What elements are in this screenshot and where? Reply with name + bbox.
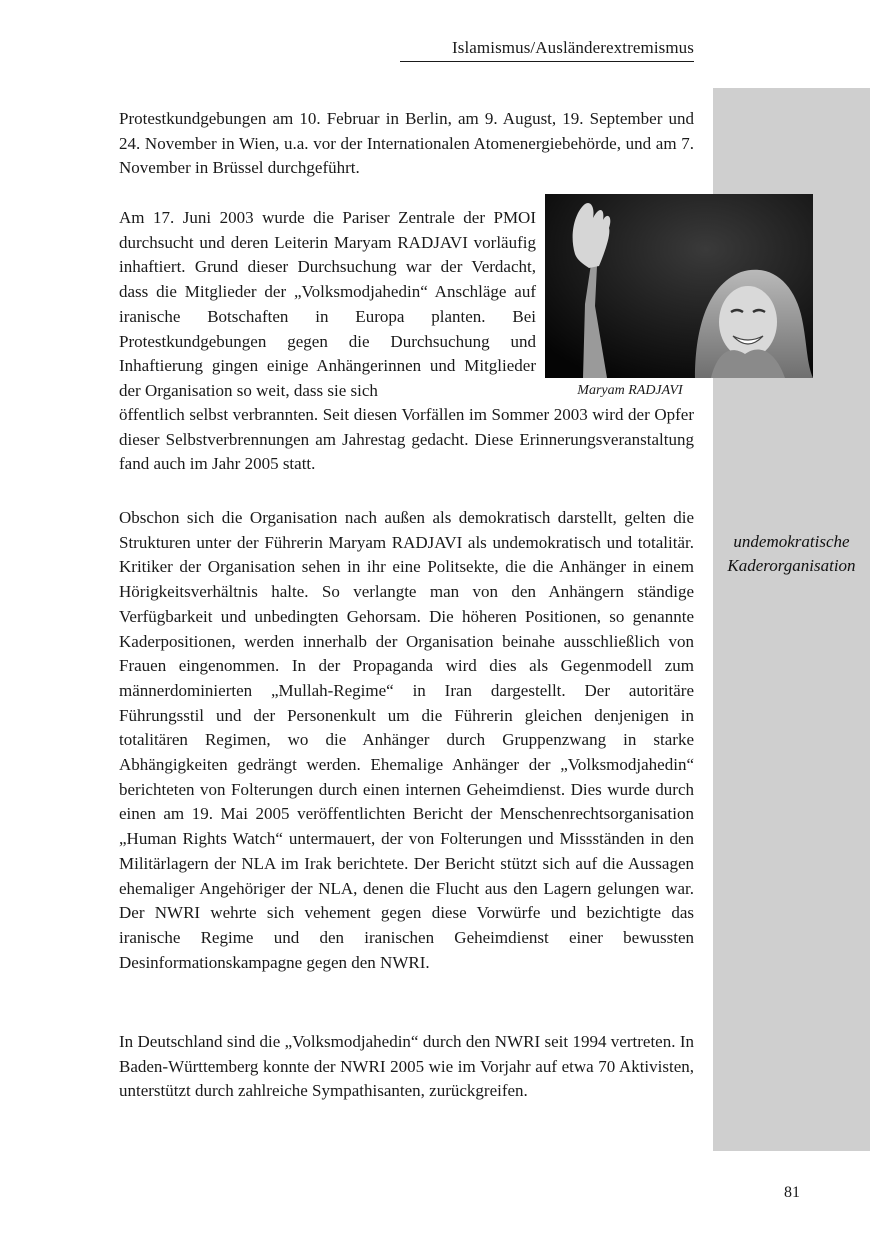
paragraph-4: In Deutschland sind die „Volksmodjahedin“ durch den NWRI seit 1994 vertreten. In Baden-Württemberg konnte der NWRI 2005 wie im Vorjahr auf etwa 70 Aktivisten, unterstützt durch zahlreiche Sympathisanten, zurückgreifen. bbox=[119, 1032, 694, 1101]
portrait-photo bbox=[545, 194, 813, 378]
paragraph-2-lead: Am 17. Juni 2003 wurde die Pariser Zentrale der PMOI durchsucht und deren Leiterin Maryam RADJAVI vorläufig inhaftiert. Grund dieser Durchsuchung war der Verdacht, dass die Mitglieder der „Volksmodjahedin“ Anschläge auf iranische Botschaften in Europa planten. Bei Protestkundgebungen gegen die Durchsuchung und Inhaftierung gingen einige Anhängerinnen und Mitglieder der Organisation so weit, dass sie sich bbox=[119, 208, 536, 400]
portrait-illustration bbox=[545, 194, 813, 378]
paragraph-3: Obschon sich die Organisation nach außen als demokratisch darstellt, gelten die Strukturen unter der Führerin Maryam RADJAVI als undemokratisch und totalitär. Kritiker der Organisation sehen in ihr eine Politsekte, die die Anhänger in einem Hörigkeitsverhältnis halte. So verlangte man von den Anhängern ständige Verfügbarkeit und unbedingten Gehorsam. Die höheren Positionen, so genannte Kaderpositionen, werden innerhalb der Organisation beinahe ausschließlich von Frauen eingenommen. In der Propaganda wird dies als Gegenmodell zum männerdominierten „Mullah-Regime“ in Iran dargestellt. Der autoritäre Führungsstil und der Personenkult um die Führerin gleichen denjenigen in totalitären Regimen, wo die Anhänger durch Gruppenzwang in starke Abhängigkeiten gedrängt werden. Ehemalige Anhänger der „Volksmodjahedin“ berichteten von Folterungen durch einen internen Geheimdienst. Dies wurde durch einen am 19. Mai 2005 veröffentlichten Bericht der Menschenrechtsorganisation „Human Rights Watch“ untermauert, der von Folterungen und Missständen in den Militärlagern der NLA im Irak berichtete. Der Bericht stützt sich auf die Aussagen ehemaliger Angehöriger der NLA, denen die Flucht aus den Lagern gelungen war. Der NWRI wehrte sich vehement gegen diese Vorwürfe und bezichtigte das iranische Regime und den iranischen Geheimdienst einer bewussten Desinformationskampagne gegen den NWRI. bbox=[119, 508, 694, 972]
running-header: Islamismus/Ausländerextremismus bbox=[400, 38, 694, 62]
paragraph-2-continued: öffentlich selbst verbrannten. Seit diesen Vorfällen im Sommer 2003 wird der Opfer dieser Selbstverbrennungen am Jahrestag gedacht. Diese Erinnerungsveranstaltung fand auch im Jahr 2005 statt. bbox=[119, 405, 694, 474]
page-number: 81 bbox=[784, 1184, 800, 1201]
photo-caption: Maryam RADJAVI bbox=[577, 383, 683, 398]
paragraph-1: Protestkundgebungen am 10. Februar in Berlin, am 9. August, 19. September und 24. November in Wien, u.a. vor der Internationalen Atomenergiebehörde, und am 7. November in Brüssel durchgeführt. bbox=[119, 109, 694, 178]
margin-note: undemokratische Kaderorganisation bbox=[727, 532, 856, 575]
